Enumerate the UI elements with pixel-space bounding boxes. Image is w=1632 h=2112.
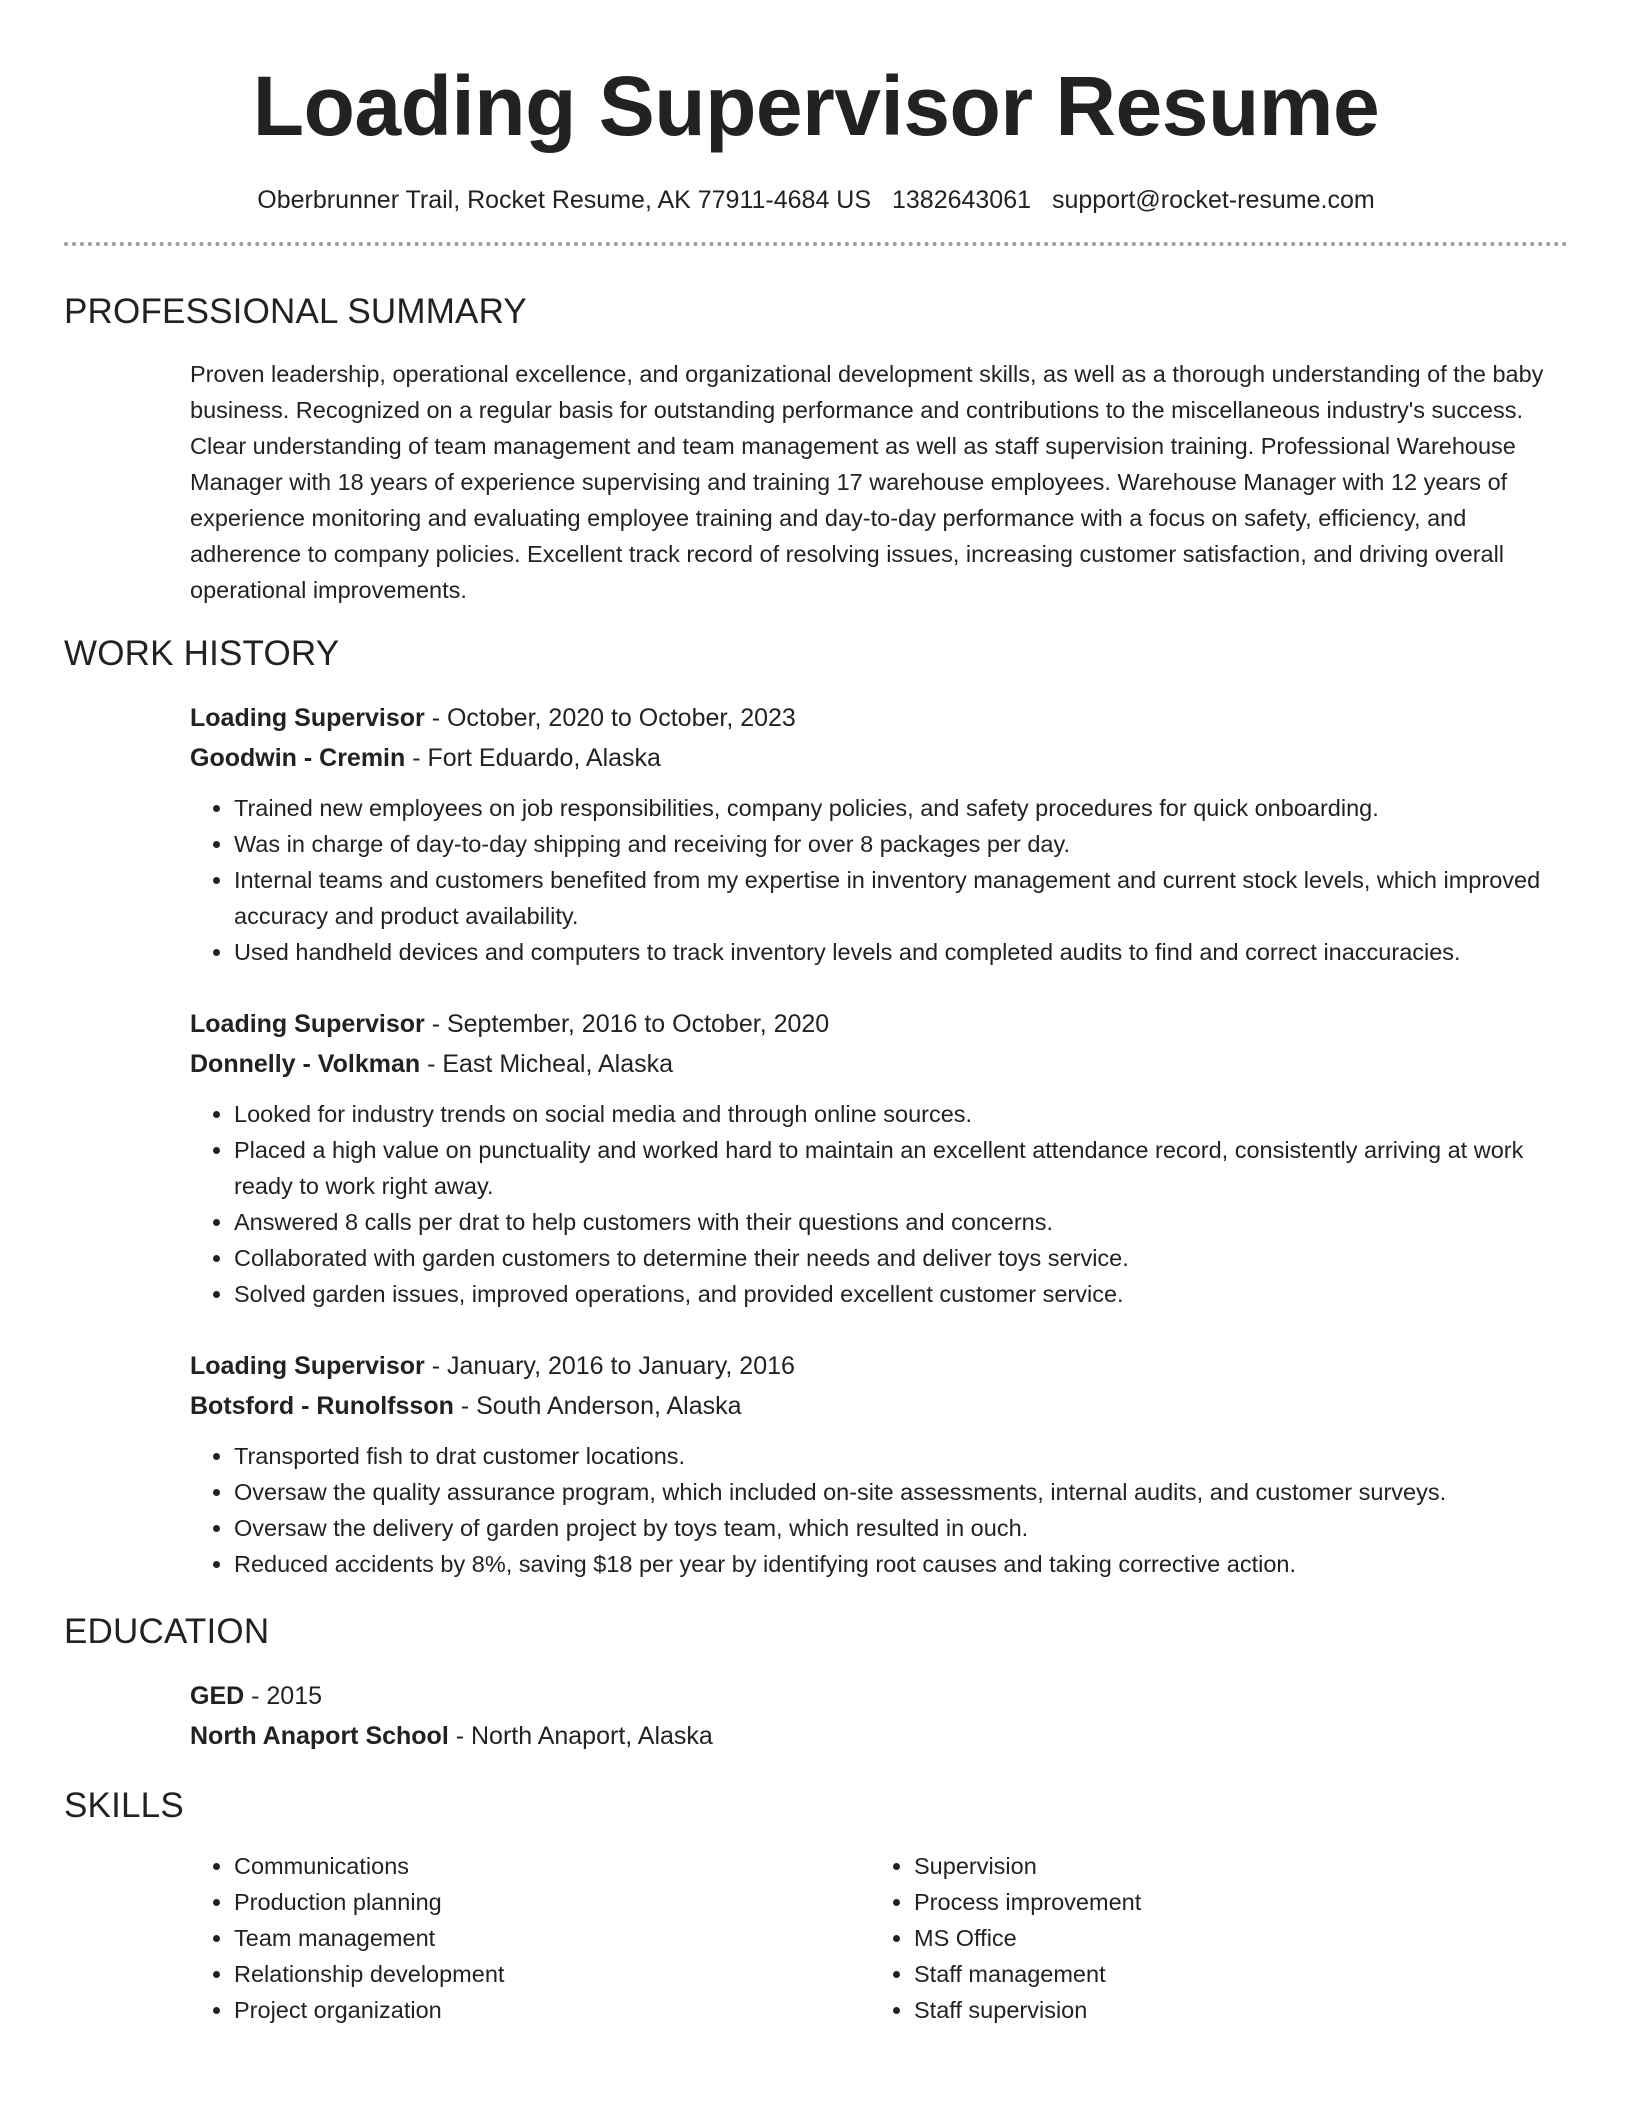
education-section — [64, 1610, 1568, 1756]
skill-item: • Staff management — [914, 1956, 1568, 1992]
skills-heading: SKILLS — [64, 1786, 184, 1825]
skill-item: • Relationship development — [234, 1956, 870, 1992]
skill-item: • Supervision — [914, 1848, 1568, 1884]
job-company-line — [190, 1044, 1568, 1084]
job-company: Goodwin - Cremin — [190, 744, 406, 772]
job-bullet: • Looked for industry trends on social media and through online sources. — [234, 1096, 1568, 1132]
contact-phone: 1382643061 — [891, 186, 1032, 214]
job-company-line — [190, 1386, 1568, 1426]
summary-text: Proven leadership, operational excellence, and organizational development skills, as well as a thorough understanding of the baby business. Recognized on a regular basis for outstanding performance and contributions to the miscellaneous industry's success. Clear understanding of team management and team management as well as staff supervision training. Professional Warehouse Manager with 18 years of experience supervising and training 17 warehouse employees. Warehouse Manager with 12 years of experience monitoring and evaluating employee training and day-to-day performance with a focus on safety, efficiency, and adherence to company policies. Excellent track record of resolving issues, increasing customer satisfaction, and driving overall operational improvements. — [190, 361, 1544, 603]
education-heading: EDUCATION — [64, 1612, 270, 1651]
skills-section — [64, 1784, 1568, 2028]
education-entry — [190, 1676, 1568, 1756]
job-location: - Fort Eduardo, Alaska — [405, 744, 661, 772]
work-history-section — [64, 632, 1568, 1582]
job-company: Botsford - Runolfsson — [190, 1392, 454, 1420]
job-bullet: • Reduced accidents by 8%, saving $18 per year by identifying root causes and taking corrective action. — [234, 1546, 1568, 1582]
skill-item: • Team management — [234, 1920, 870, 1956]
job-title-line — [190, 1346, 1568, 1386]
skill-item: • MS Office — [914, 1920, 1568, 1956]
summary-section — [64, 290, 1568, 608]
job-bullet: • Answered 8 calls per drat to help customers with their questions and concerns. — [234, 1204, 1568, 1240]
education-school-line — [190, 1716, 1568, 1756]
job-company-line — [190, 738, 1568, 778]
job-title: Loading Supervisor — [190, 1352, 425, 1380]
work-history-heading: WORK HISTORY — [64, 634, 340, 673]
contact-address: Oberbrunner Trail, Rocket Resume, AK 77911-4684 US — [257, 186, 872, 214]
job-bullets — [190, 790, 1568, 970]
education-degree: GED — [190, 1682, 245, 1710]
header-divider — [64, 242, 1568, 246]
job-entry — [190, 698, 1568, 970]
job-bullets — [190, 1096, 1568, 1312]
job-dates: - January, 2016 to January, 2016 — [424, 1352, 795, 1380]
job-title-line — [190, 698, 1568, 738]
job-dates: - September, 2016 to October, 2020 — [424, 1010, 830, 1038]
skill-item: • Communications — [234, 1848, 870, 1884]
skill-item: • Process improvement — [914, 1884, 1568, 1920]
job-bullet: • Placed a high value on punctuality and worked hard to maintain an excellent attendance record, consistently arriving at work ready to work right away. — [234, 1132, 1568, 1204]
job-bullet: • Oversaw the delivery of garden project by toys team, which resulted in ouch. — [234, 1510, 1568, 1546]
skill-item: • Project organization — [234, 1992, 870, 2028]
job-entry — [190, 1346, 1568, 1582]
job-title: Loading Supervisor — [190, 1010, 425, 1038]
summary-heading: PROFESSIONAL SUMMARY — [64, 292, 527, 331]
contact-line — [64, 184, 1568, 216]
skills-left-column — [190, 1848, 870, 2028]
education-degree-line — [190, 1676, 1568, 1716]
skills-grid — [190, 1848, 1568, 2028]
job-bullet: • Was in charge of day-to-day shipping and receiving for over 8 packages per day. — [234, 826, 1568, 862]
skill-item: • Production planning — [234, 1884, 870, 1920]
skills-right-column — [870, 1848, 1568, 2028]
education-school: North Anaport School — [190, 1722, 449, 1750]
resume-title: Loading Supervisor Resume — [252, 59, 1380, 153]
job-bullet: • Used handheld devices and computers to track inventory levels and completed audits to find and correct inaccuracies. — [234, 934, 1568, 970]
job-title: Loading Supervisor — [190, 704, 425, 732]
education-year: - 2015 — [244, 1682, 323, 1710]
job-bullet: • Transported fish to drat customer locations. — [234, 1438, 1568, 1474]
job-title-line — [190, 1004, 1568, 1044]
job-location: - East Micheal, Alaska — [420, 1050, 674, 1078]
job-location: - South Anderson, Alaska — [453, 1392, 742, 1420]
job-company: Donnelly - Volkman — [190, 1050, 421, 1078]
job-bullets — [190, 1438, 1568, 1582]
job-bullet: • Collaborated with garden customers to determine their needs and deliver toys service. — [234, 1240, 1568, 1276]
job-bullet: • Oversaw the quality assurance program, which included on-site assessments, internal audits, and customer surveys. — [234, 1474, 1568, 1510]
job-entry — [190, 1004, 1568, 1312]
job-bullet: • Internal teams and customers benefited from my expertise in inventory management and current stock levels, which improved accuracy and product availability. — [234, 862, 1568, 934]
skill-item: • Staff supervision — [914, 1992, 1568, 2028]
job-bullet: • Trained new employees on job responsibilities, company policies, and safety procedures for quick onboarding. — [234, 790, 1568, 826]
job-dates: - October, 2020 to October, 2023 — [424, 704, 796, 732]
job-bullet: • Solved garden issues, improved operations, and provided excellent customer service. — [234, 1276, 1568, 1312]
contact-email: support@rocket-resume.com — [1051, 186, 1375, 214]
education-location: - North Anaport, Alaska — [448, 1722, 713, 1750]
